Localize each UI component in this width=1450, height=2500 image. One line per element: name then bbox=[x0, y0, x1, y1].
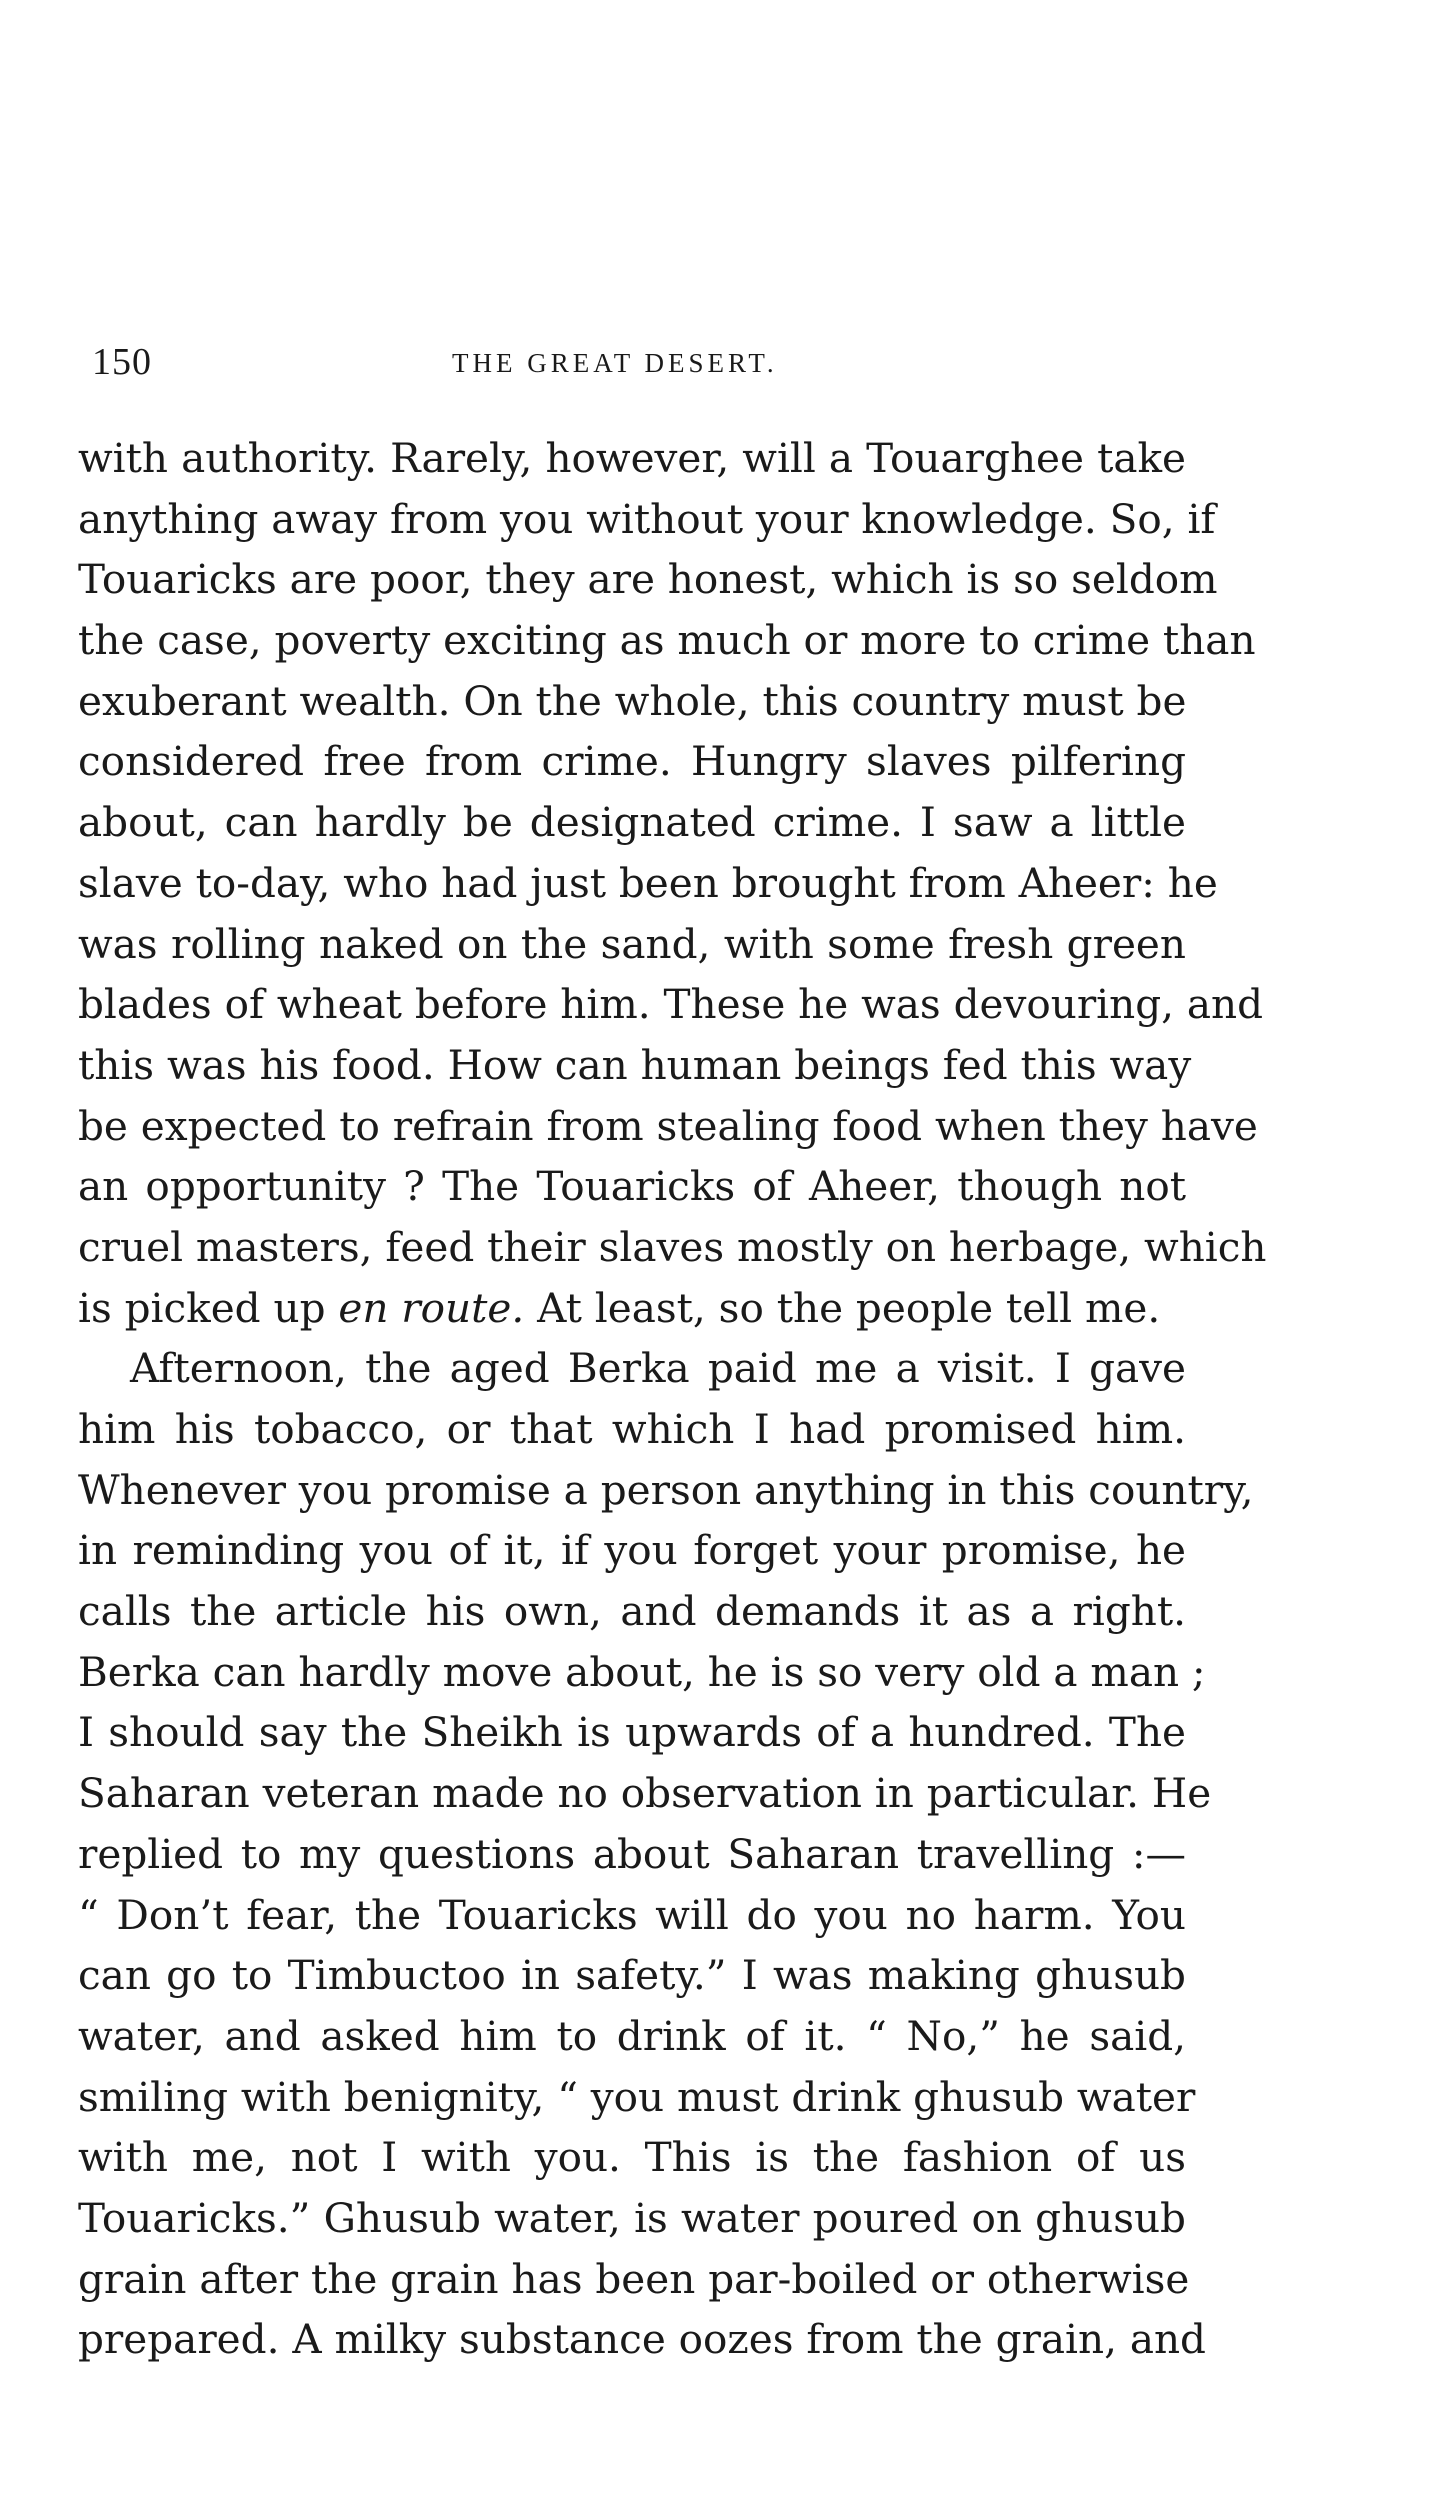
running-title: THE GREAT DESERT. bbox=[452, 348, 778, 378]
text-line: “ Don’t fear, the Touaricks will do you no harm. You bbox=[78, 1890, 1186, 1939]
text-line: with authority. Rarely, however, will a Touarghee take bbox=[78, 434, 1186, 482]
text-line: anything away from you without your knowledge. So, if bbox=[78, 494, 1216, 543]
text-line: prepared. A milky substance oozes from the grain, and bbox=[78, 2315, 1206, 2364]
text-line: him his tobacco, or that which I had promised him. bbox=[78, 1405, 1186, 1453]
page-number: 150 bbox=[92, 341, 152, 383]
text-line: about, can hardly be designated crime. I saw a little bbox=[78, 798, 1186, 847]
text-line: smiling with benignity, “ you must drink ghusub water bbox=[78, 2072, 1196, 2121]
running-head bbox=[92, 340, 1232, 390]
text-line: was rolling naked on the sand, with some fresh green bbox=[78, 919, 1186, 968]
text-line: water, and asked him to drink of it. “ No,” he said, bbox=[78, 2011, 1186, 2060]
text-line: I should say the Sheikh is upwards of a hundred. The bbox=[78, 1708, 1186, 1757]
text-line: Touaricks are poor, they are honest, which is so seldom bbox=[78, 555, 1218, 604]
text-line: exuberant wealth. On the whole, this country must be bbox=[78, 676, 1187, 725]
text-line: this was his food. How can human beings fed this way bbox=[78, 1040, 1192, 1089]
text-line bbox=[78, 1278, 1186, 1339]
text-line: slave to-day, who had just been brought from Aheer: he bbox=[78, 858, 1218, 907]
text-segment: At least, so the people tell me. bbox=[524, 1283, 1161, 1332]
text-line: grain after the grain has been par-boiled or otherwise bbox=[78, 2254, 1190, 2303]
text-line: in reminding you of it, if you forget your promise, he bbox=[78, 1526, 1186, 1575]
text-line: Touaricks.” Ghusub water, is water poured on ghusub bbox=[78, 2193, 1186, 2242]
text-line: blades of wheat before him. These he was devouring, and bbox=[78, 980, 1264, 1029]
text-line: calls the article his own, and demands it as a right. bbox=[78, 1587, 1186, 1636]
text-line: be expected to refrain from stealing food when they have bbox=[78, 1101, 1258, 1150]
text-line: Berka can hardly move about, he is so very old a man ; bbox=[78, 1647, 1206, 1696]
italic-phrase: en route. bbox=[338, 1283, 525, 1332]
text-segment: is picked up bbox=[78, 1283, 339, 1332]
body-text bbox=[78, 428, 1267, 2370]
text-line: with me, not I with you. This is the fashion of us bbox=[78, 2133, 1186, 2182]
paragraph-start-line: Afternoon, the aged Berka paid me a visit. I gave bbox=[130, 1344, 1186, 1393]
text-line: replied to my questions about Saharan travelling :— bbox=[78, 1829, 1186, 1878]
text-line: considered free from crime. Hungry slaves pilfering bbox=[78, 737, 1186, 786]
text-line: an opportunity ? The Touaricks of Aheer, though not bbox=[78, 1162, 1186, 1211]
text-line: the case, poverty exciting as much or more to crime than bbox=[78, 616, 1256, 665]
text-line: Whenever you promise a person anything in this country, bbox=[78, 1465, 1254, 1514]
text-line: can go to Timbuctoo in safety.” I was making ghusub bbox=[78, 1951, 1186, 2000]
text-line: Saharan veteran made no observation in particular. He bbox=[78, 1769, 1212, 1818]
text-line: cruel masters, feed their slaves mostly on herbage, which bbox=[78, 1222, 1267, 1271]
